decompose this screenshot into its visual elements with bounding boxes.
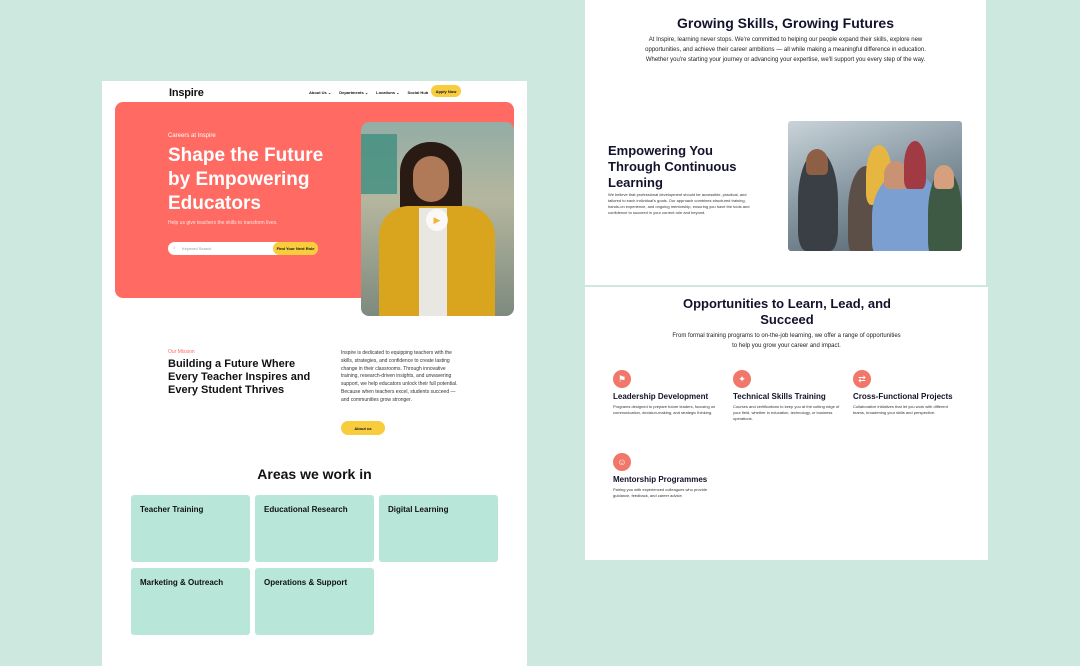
mentorship-icon: ☺ — [613, 453, 631, 471]
growing-skills-text: At Inspire, learning never stops. We're committed to helping our people expand their skills, explore new opportunities, and achieve their career ambitions — all while making a meaningful difference in education. Whether you're starting your journey or advancing your expertise, we'll support you every step of the way. — [645, 37, 926, 63]
feature-mentorship — [613, 453, 718, 499]
mission-text: Inspire is dedicated to equipping teachers with the skills, strategies, and confidence to create lasting change in their classrooms. Through innovative training, research-driven insights, and unwavering support, we help educators unlock their full potential. Because when teachers excel, students succeed — and communities grow stronger. — [341, 350, 458, 403]
inspire-logo[interactable]: Inspire — [169, 87, 204, 99]
feature-text: Courses and certifications to keep you at the cutting edge of your field, whether in education, technology, or business operations. — [733, 404, 840, 421]
empowering-title: Empowering You Through Continuous Learning — [608, 143, 737, 190]
feature-title: Cross-Functional Projects — [853, 392, 953, 401]
mission-title: Building a Future Where Every Teacher Inspires and Every Student Thrives — [168, 358, 311, 396]
technical-icon: ✦ — [733, 370, 751, 388]
nav-social-hub[interactable]: Social Hub — [407, 90, 429, 95]
main-nav — [309, 90, 428, 95]
area-card-digital-learning[interactable]: Digital Learning — [379, 495, 498, 562]
feature-title: Mentorship Programmes — [613, 475, 708, 484]
photo-person — [806, 149, 828, 175]
hero-subtitle: Help us give teachers the skills to transform lives. — [168, 220, 278, 226]
areas-title: Areas we work in — [257, 466, 372, 482]
nav-about-us[interactable]: About Us ⌄ — [309, 90, 332, 95]
feature-text: Programs designed to prepare future leaders, focusing on communication, decision-making, and strategic thinking. — [613, 404, 716, 415]
empowering-text: We believe that professional development should be accessible, practical, and tailored to each individual's goals. Our approach combines structured training, hands-on experience, and ongoing mentorship, ensuring you have the tools and confidence to succeed in your current role and beyond. — [608, 192, 750, 215]
feature-leadership — [613, 370, 718, 416]
feature-title: Technical Skills Training — [733, 392, 826, 401]
area-card-teacher-training[interactable]: Teacher Training — [131, 495, 250, 562]
mission-kicker: Our Mission — [168, 349, 195, 355]
growing-skills-title: Growing Skills, Growing Futures — [676, 15, 895, 31]
feature-title: Leadership Development — [613, 392, 709, 401]
search-icon: ⌕ — [173, 245, 176, 251]
opportunities-title: Opportunities to Learn, Lead, and Succeed — [682, 296, 891, 327]
photo-face — [413, 156, 449, 202]
opportunities-text: From formal training programs to on-the-job learning, we offer a range of opportunities to help you grow your career and impact. — [672, 333, 901, 349]
search-placeholder: Keyword Search — [182, 246, 212, 251]
leadership-icon: ⚑ — [613, 370, 631, 388]
team-selfie-photo — [788, 121, 962, 251]
about-us-button[interactable]: About us — [341, 421, 385, 435]
hero-kicker: Careers at Inspire — [168, 133, 216, 139]
hero-title: Shape the Future by Empowering Educators — [168, 145, 324, 214]
feature-text: Collaborative initiatives that let you work with different teams, broadening your skills and perspective. — [853, 404, 948, 415]
growing-skills-section — [585, 0, 986, 285]
photo-person — [934, 165, 954, 189]
classroom-board — [361, 134, 397, 194]
feature-projects — [853, 370, 953, 416]
hero-teacher-photo — [361, 122, 514, 316]
play-video-icon[interactable]: ▶ — [426, 209, 448, 231]
opportunities-section — [585, 287, 988, 560]
area-card-educational-research[interactable]: Educational Research — [255, 495, 374, 562]
nav-departments[interactable]: Departments ⌄ — [339, 90, 369, 95]
nav-locations[interactable]: Locations ⌄ — [376, 90, 400, 95]
feature-technical — [733, 370, 841, 422]
area-card-marketing-outreach[interactable]: Marketing & Outreach — [131, 568, 250, 635]
projects-icon: ⇄ — [853, 370, 871, 388]
apply-now-button[interactable]: Apply Now — [431, 85, 461, 97]
feature-text: Pairing you with experienced colleagues who provide guidance, feedback, and career advice. — [613, 487, 708, 498]
find-role-button[interactable]: Find Your Next Role — [273, 242, 318, 255]
careers-page-preview — [102, 81, 527, 666]
area-card-operations-support[interactable]: Operations & Support — [255, 568, 374, 635]
photo-person — [904, 141, 926, 189]
